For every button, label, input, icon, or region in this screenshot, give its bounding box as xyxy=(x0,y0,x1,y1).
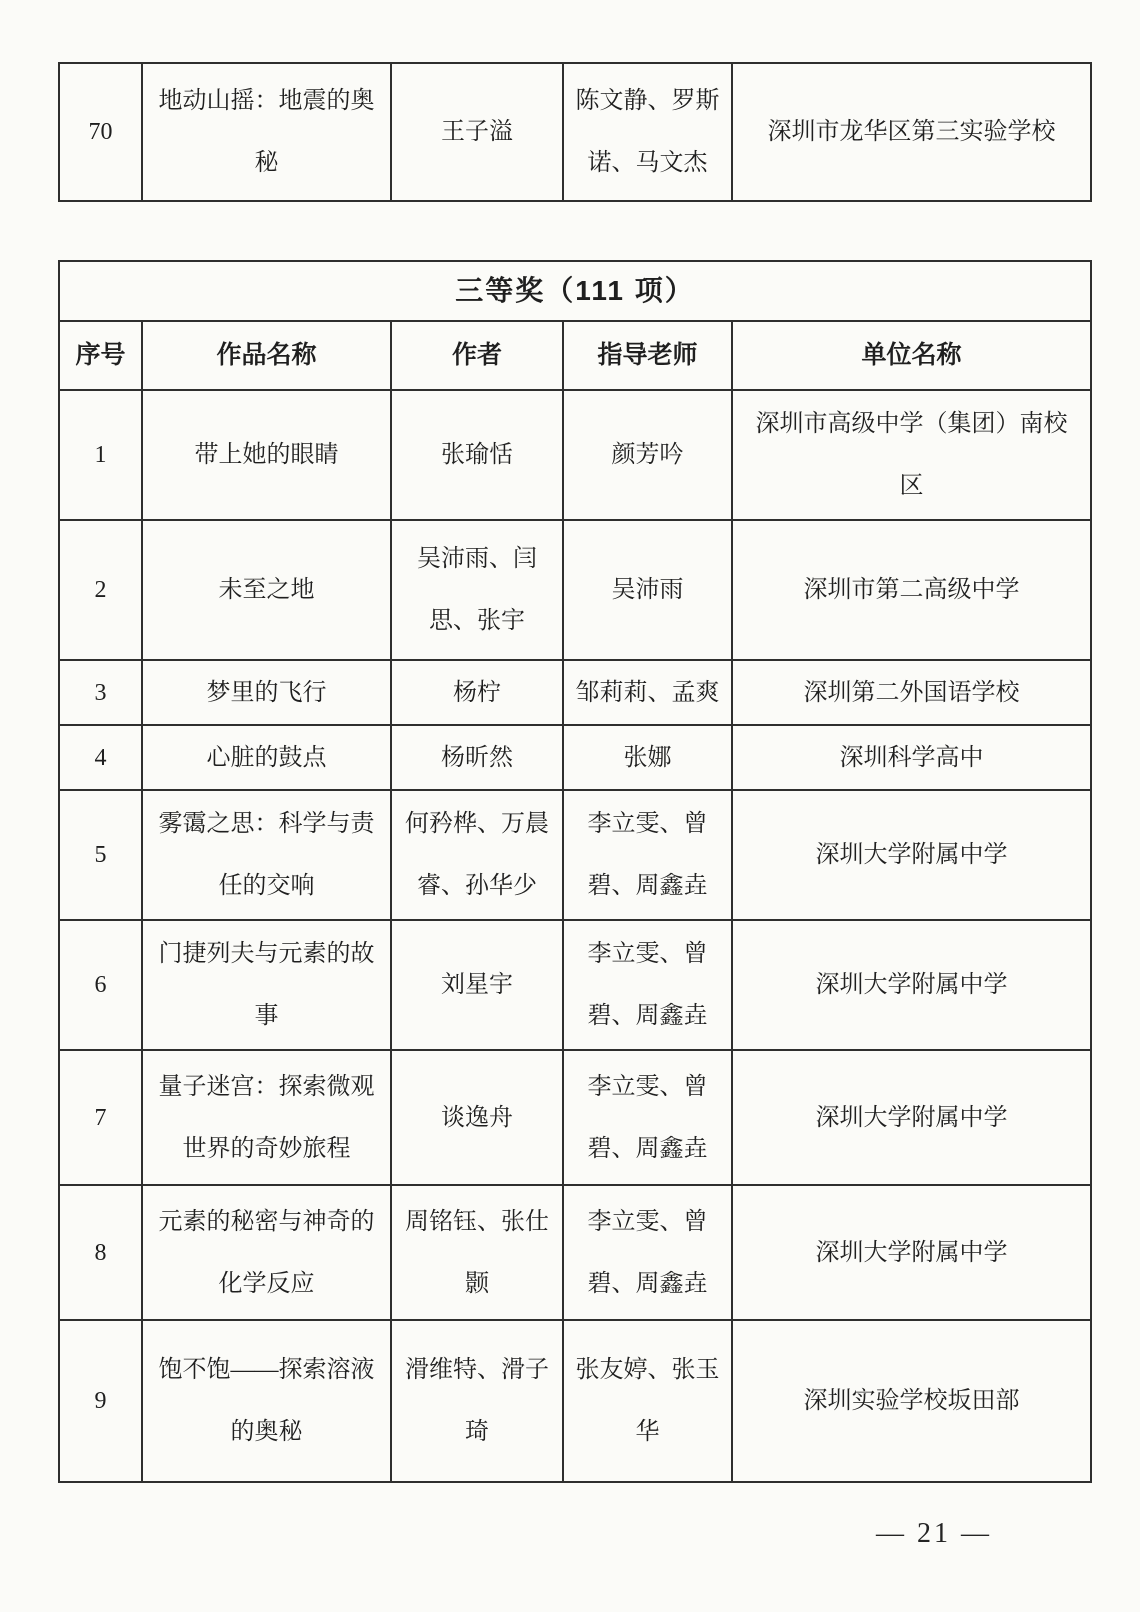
header-work: 作品名称 xyxy=(142,321,391,390)
cell-teacher: 李立雯、曾碧、周鑫垚 xyxy=(563,1185,732,1320)
page-number: — 21 — xyxy=(876,1518,992,1549)
cell-author: 谈逸舟 xyxy=(391,1050,563,1185)
cell-unit: 深圳实验学校坂田部 xyxy=(732,1320,1091,1482)
cell-work: 未至之地 xyxy=(142,520,391,660)
cell-no: 8 xyxy=(59,1185,142,1320)
cell-no: 70 xyxy=(59,63,142,201)
cell-author: 杨柠 xyxy=(391,660,563,725)
cell-author: 杨昕然 xyxy=(391,725,563,790)
table-row xyxy=(59,920,1091,1050)
cell-teacher: 张友婷、张玉华 xyxy=(563,1320,732,1482)
table-row xyxy=(59,790,1091,920)
cell-author: 张瑜恬 xyxy=(391,390,563,520)
third-prize-table xyxy=(58,260,1092,1483)
header-teacher: 指导老师 xyxy=(563,321,732,390)
cell-unit: 深圳大学附属中学 xyxy=(732,920,1091,1050)
cell-unit: 深圳大学附属中学 xyxy=(732,1050,1091,1185)
header-unit: 单位名称 xyxy=(732,321,1091,390)
cell-teacher: 颜芳吟 xyxy=(563,390,732,520)
cell-work: 梦里的飞行 xyxy=(142,660,391,725)
cell-work: 饱不饱——探索溶液的奥秘 xyxy=(142,1320,391,1482)
table-row xyxy=(59,1050,1091,1185)
cell-no: 1 xyxy=(59,390,142,520)
cell-unit: 深圳大学附属中学 xyxy=(732,1185,1091,1320)
cell-author: 王子溢 xyxy=(391,63,563,201)
cell-no: 9 xyxy=(59,1320,142,1482)
cell-teacher: 张娜 xyxy=(563,725,732,790)
table-row xyxy=(59,1320,1091,1482)
cell-teacher: 李立雯、曾碧、周鑫垚 xyxy=(563,920,732,1050)
cell-work: 元素的秘密与神奇的化学反应 xyxy=(142,1185,391,1320)
cell-unit: 深圳大学附属中学 xyxy=(732,790,1091,920)
cell-work: 量子迷宫：探索微观世界的奇妙旅程 xyxy=(142,1050,391,1185)
cell-no: 6 xyxy=(59,920,142,1050)
table-row xyxy=(59,390,1091,520)
cell-unit: 深圳市第二高级中学 xyxy=(732,520,1091,660)
cell-work: 心脏的鼓点 xyxy=(142,725,391,790)
cell-teacher: 吴沛雨 xyxy=(563,520,732,660)
cell-no: 7 xyxy=(59,1050,142,1185)
cell-no: 5 xyxy=(59,790,142,920)
award-table-body xyxy=(59,390,1091,1482)
cell-author: 滑维特、滑子琦 xyxy=(391,1320,563,1482)
table-header-row xyxy=(59,321,1091,390)
table-row xyxy=(59,520,1091,660)
header-no: 序号 xyxy=(59,321,142,390)
cell-no: 4 xyxy=(59,725,142,790)
carryover-table xyxy=(58,62,1092,202)
cell-work: 门捷列夫与元素的故事 xyxy=(142,920,391,1050)
cell-unit: 深圳市高级中学（集团）南校区 xyxy=(732,390,1091,520)
table-row xyxy=(59,1185,1091,1320)
cell-author: 吴沛雨、闫思、张宇 xyxy=(391,520,563,660)
table-row xyxy=(59,63,1091,201)
table-title-row xyxy=(59,261,1091,321)
cell-teacher: 李立雯、曾碧、周鑫垚 xyxy=(563,1050,732,1185)
header-author: 作者 xyxy=(391,321,563,390)
cell-author: 何矜桦、万晨睿、孙华少 xyxy=(391,790,563,920)
cell-work: 带上她的眼睛 xyxy=(142,390,391,520)
cell-teacher: 李立雯、曾碧、周鑫垚 xyxy=(563,790,732,920)
cell-no: 3 xyxy=(59,660,142,725)
cell-author: 刘星宇 xyxy=(391,920,563,1050)
cell-unit: 深圳科学高中 xyxy=(732,725,1091,790)
cell-no: 2 xyxy=(59,520,142,660)
table-title: 三等奖（111 项） xyxy=(59,261,1091,321)
cell-author: 周铭钰、张仕颢 xyxy=(391,1185,563,1320)
cell-unit: 深圳市龙华区第三实验学校 xyxy=(732,63,1091,201)
cell-unit: 深圳第二外国语学校 xyxy=(732,660,1091,725)
cell-work: 地动山摇：地震的奥秘 xyxy=(142,63,391,201)
cell-teacher: 邹莉莉、孟爽 xyxy=(563,660,732,725)
cell-work: 雾霭之思：科学与责任的交响 xyxy=(142,790,391,920)
table-row xyxy=(59,725,1091,790)
table-row xyxy=(59,660,1091,725)
cell-teacher: 陈文静、罗斯诺、马文杰 xyxy=(563,63,732,201)
